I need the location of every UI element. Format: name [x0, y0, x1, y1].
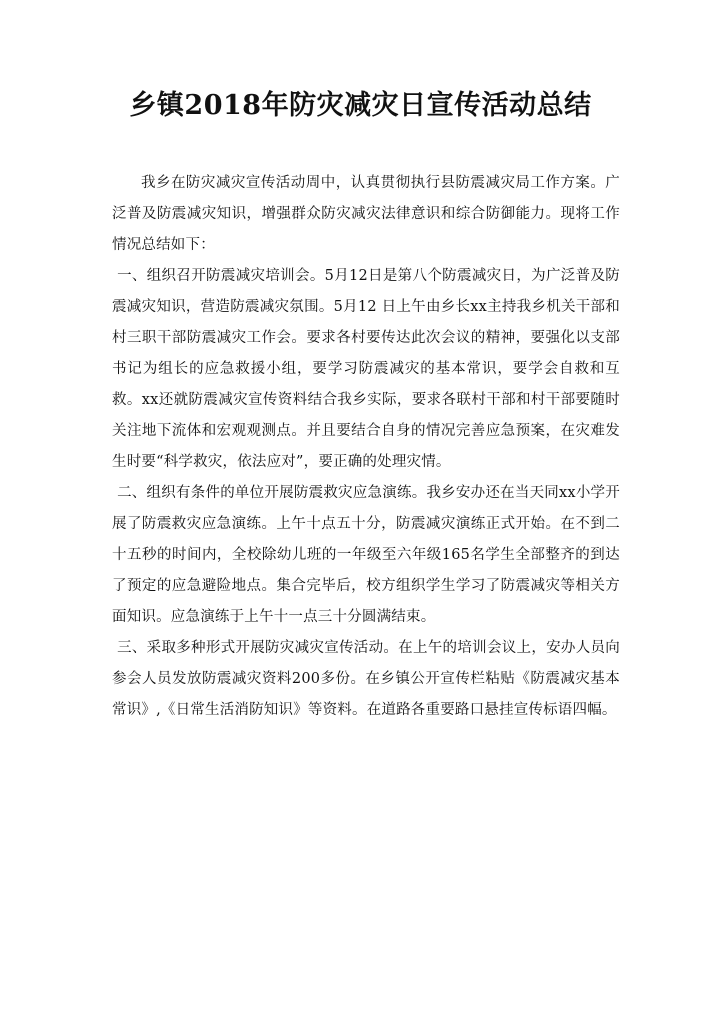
section-3-paragraph: 三、采取多种形式开展防灾减灾宣传活动。在上午的培训会议上，安办人员向参会人员发放防震减灾资料200多份。在乡镇公开宣传栏粘贴《防震减灾基本常识》,《日常生活消防知识》等资料。在道路各重要路口悬挂宣传标语四幅。 — [112, 640, 620, 718]
intro-paragraph: 我乡在防灾减灾宣传活动周中，认真贯彻执行县防震减灾局工作方案。广泛普及防震减灾知识，增强群众防灾减灾法律意识和综合防御能力。现将工作情况总结如下： — [112, 175, 620, 253]
section-1-paragraph: 一、组织召开防震减灾培训会。5月12日是第八个防震减灾日，为广泛普及防震减灾知识，营造防震减灾氛围。5月12 日上午由乡长xx主持我乡机关干部和村三职干部防震减灾工作会。要求各村要传达此次会议的精神，要强化以支部书记为组长的应急救援小组，要学习防震减灾的基本常识，要学会自救和互救。xx还就防震减灾宣传资料结合我乡实际，要求各联村干部和村干部要随时关注地下流体和宏观观测点。并且要结合自身的情况完善应急预案，在灾难发生时要“科学救灾，依法应对”，要正确的处理灾情。 — [112, 268, 620, 470]
section-2-paragraph: 二、组织有条件的单位开展防震救灾应急演练。我乡安办还在当天同xx小学开展了防震救灾应急演练。上午十点五十分，防震减灾演练正式开始。在不到二十五秒的时间内，全校除幼儿班的一年级至六年级165名学生全部整齐的到达了预定的应急避险地点。集合完毕后，校方组织学生学习了防震减灾等相关方面知识。应急演练于上午十一点三十分圆满结束。 — [112, 485, 620, 625]
document-title: 乡镇2018年防灾减灾日宣传活动总结 — [129, 90, 592, 121]
document-body — [112, 168, 620, 726]
